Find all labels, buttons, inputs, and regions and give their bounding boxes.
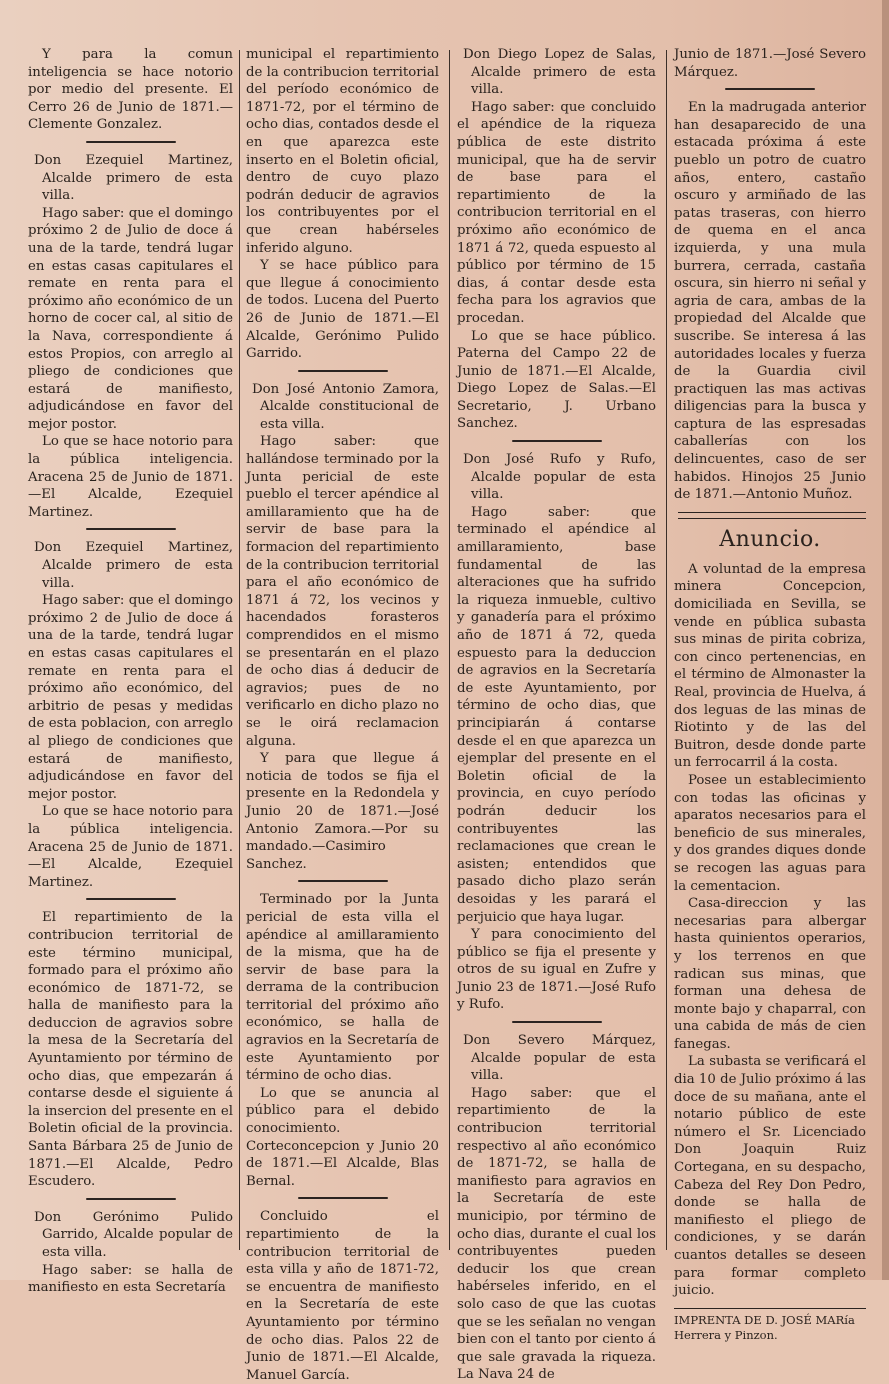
- anuncio-paragraph: Casa-direccion y las necesarias para albergar hasta quinientos operarios, y los terrenos en que radican sus minas, que forman una dehesa de monte bajo y chaparral, con una cabida de más de cien fanegas.: [674, 896, 866, 1052]
- column-4: [674, 46, 866, 1343]
- notice-paragraph: Junio de 1871.—José Severo Márquez.: [674, 47, 866, 80]
- separator-rule: [86, 1198, 176, 1200]
- notice-paragraph: Hago saber: que hallándose terminado por la Junta pericial de este pueblo el tercer apéndice al amillaramiento que ha de servir de base para la formacion del repartimiento de la contribucion territorial para el año económico de 1871 á 72, los vecinos y hacendados forasteros comprendidos en el mismo se presentarán en el plazo de ocho dias á deducir de agravios; pues de no verificarlo en dicho plazo no se le oirá reclamacion alguna.: [246, 434, 439, 749]
- column-3: [457, 46, 656, 1384]
- page-edge: [882, 0, 889, 1280]
- notice-heading: Don Gerónimo Pulido Garrido, Alcalde popular de esta villa.: [34, 1209, 233, 1260]
- separator-rule: [512, 440, 602, 442]
- notice-paragraph: Lo que se anuncia al público para el debido conocimiento. Corteconcepcion y Junio 20 de 1871.—El Alcalde, Blas Bernal.: [246, 1085, 439, 1189]
- printer-imprint-text: IMPRENTA DE D. JOSÉ MARía Herrera y Pinzon.: [674, 1312, 855, 1342]
- notice-paragraph: Hago saber: que concluido el apéndice de la riqueza pública de este distrito municipal, que ha de servir de base para el repartimiento de la contribucion territorial en el próximo año económico de 1871 á 72, queda espuesto al público por término de 15 dias, á contar desde esta fecha para los agravios que procedan.: [457, 99, 656, 326]
- notice-paragraph: Lo que se hace notorio para la pública inteligencia. Aracena 25 de Junio de 1871. —El Alcalde, Ezequiel Martinez.: [28, 804, 233, 890]
- notice-heading: Don Ezequiel Martinez, Alcalde primero de esta villa.: [34, 152, 233, 204]
- separator-rule: [298, 1197, 388, 1199]
- notice-paragraph: En la madrugada anterior han desaparecido de una estacada próxima á este pueblo un potro de cuatro años, entero, castaño oscuro y armiñado de las patas traseras, con hierro de quema en el anca izquierda, y una mula burrera, cerrada, castaña oscura, sin hierro ni señal y agria de cara, ambas de la propiedad del Alcalde que suscribe. Se interesa á las autoridades locales y fuerza de la Guardia civil practiquen las mas activas diligencias para la busca y captura de las espresadas caballerías con los delincuentes, caso de ser habidos. Hinojos 25 Junio de 1871.—Antonio Muñoz.: [674, 100, 866, 503]
- printer-imprint: [674, 1308, 866, 1343]
- notice-paragraph: Hago saber: que terminado el apéndice al amillaramiento, base fundamental de las alteraciones que ha sufrido la riqueza inmueble, cultivo y ganadería para el próximo año de 1871 á 72, queda espuesto para la deduccion de agravios en la Secretaría de este Ayuntamiento, por término de ocho dias, que principiarán á contarse desde el en que aparezca un ejemplar del presente en el Boletin oficial de la provincia, en cuyo período podrán deducir los contribuyentes las reclamaciones que crean le asisten; entendidos que pasado dicho plazo serán desoidas y les parará el perjuicio que haya lugar.: [457, 504, 656, 925]
- notice-paragraph: El repartimiento de la contribucion territorial de este término municipal, formado para el próximo año económico de 1871-72, se halla de manifiesto para la deduccion de agravios sobre la mesa de la Secretaría del Ayuntamiento por término de ocho dias, que empezarán á contarse desde el siguiente á la insercion del presente en el Boletin oficial de la provincia. Santa Bárbara 25 de Junio de 1871.—El Alcalde, Pedro Escudero.: [28, 910, 233, 1190]
- separator-rule: [86, 528, 176, 530]
- notice-heading: Don Diego Lopez de Salas, Alcalde primero de esta villa.: [463, 47, 656, 98]
- separator-rule: [86, 898, 176, 900]
- column-2: [246, 46, 439, 1384]
- notice-heading: Don Severo Márquez, Alcalde popular de esta villa.: [463, 1033, 656, 1084]
- notice-paragraph: Hago saber: que el repartimiento de la contribucion territorial respectivo al año económico de 1871-72, se halla de manifiesto para agravios en la Secretaría de este municipio, por término de ocho dias, durante el cual los contribuyentes pueden deducir los que crean habérseles inferido, en el solo caso de que las cuotas que se les señalan no vengan bien con el tanto por ciento á que sale gravada la riqueza. La Nava 24 de: [457, 1085, 656, 1383]
- notice-paragraph: Y se hace público para que llegue á conocimiento de todos. Lucena del Puerto 26 de Junio de 1871.—El Alcalde, Gerónimo Pulido Garrido.: [246, 258, 439, 362]
- notice-heading: Don José Antonio Zamora, Alcalde constitucional de esta villa.: [252, 381, 439, 432]
- anuncio-paragraph: A voluntad de la empresa minera Concepcion, domiciliada en Sevilla, se vende en pública subasta sus minas de pirita cobriza, con cinco pertenencias, en el término de Almonaster la Real, provincia de Huelva, á dos leguas de las minas de Riotinto y de las del Buitron, desde donde parte un ferrocarril á la costa.: [674, 561, 866, 771]
- notice-heading: Don José Rufo y Rufo, Alcalde popular de esta villa.: [463, 452, 656, 503]
- notice-paragraph: Concluido el repartimiento de la contribucion territorial de esta villa y año de 1871-72, se encuentra de manifiesto en la Secretaría de este Ayuntamiento por término de ocho dias. Palos 22 de Junio de 1871.—El Alcalde, Manuel García.: [246, 1209, 439, 1383]
- column-rule: [239, 50, 240, 1250]
- separator-rule: [725, 88, 815, 90]
- notice-paragraph: Hago saber: que el domingo próximo 2 de Julio de doce á una de la tarde, tendrá lugar en estas casas capitulares el remate en renta para el próximo año económico, del arbitrio de pesas y medidas de esta poblacion, con arreglo al pliego de condiciones que estará de manifiesto, adjudicándose en favor del mejor postor.: [28, 593, 233, 802]
- separator-rule: [512, 1021, 602, 1023]
- notice-paragraph: Hago saber: que el domingo próximo 2 de Julio de doce á una de la tarde, tendrá lugar en estas casas capitulares el remate en renta para el próximo año económico de un horno de cocer cal, al sitio de la Nava, correspondiente á estos Propios, con arreglo al pliego de condiciones que estará de manifiesto, adjudicándose en favor del mejor postor.: [28, 205, 233, 432]
- notice-paragraph: Lo que se hace público. Paterna del Campo 22 de Junio de 1871.—El Alcalde, Diego Lopez de Salas.—El Secretario, J. Urbano Sanchez.: [457, 328, 656, 432]
- anuncio-paragraph: La subasta se verificará el dia 10 de Julio próximo á las doce de su mañana, ante el notario público de este número el Sr. Licenciado Don Joaquin Ruiz Cortegana, en su despacho, Cabeza del Rey Don Pedro, donde se halla de manifiesto el pliego de condiciones, y se darán cuantos detalles se deseen para formar completo juicio.: [674, 1054, 866, 1299]
- notice-paragraph: Y para que llegue á noticia de todos se fija el presente en la Redondela y Junio 20 de 1871.—José Antonio Zamora.—Por su mandado.—Casimiro Sanchez.: [246, 751, 439, 872]
- notice-paragraph: Hago saber: se halla de manifiesto en esta Secretaría: [28, 1262, 233, 1296]
- notice-paragraph: Lo que se hace notorio para la pública inteligencia. Aracena 25 de Junio de 1871. —El Alcalde, Ezequiel Martinez.: [28, 434, 233, 520]
- double-rule: [678, 512, 866, 519]
- notice-paragraph: Y para la comun inteligencia se hace notorio por medio del presente. El Cerro 26 de Junio de 1871.—Clemente Gonzalez.: [28, 47, 233, 133]
- column-rule: [449, 50, 450, 1250]
- separator-rule: [298, 880, 388, 882]
- notice-heading: Don Ezequiel Martinez, Alcalde primero de esta villa.: [34, 540, 233, 591]
- separator-rule: [86, 141, 176, 143]
- separator-rule: [298, 370, 388, 372]
- notice-paragraph: municipal el repartimiento de la contribucion territorial del período económico de 1871-72, por el término de ocho dias, contados desde el en que aparezca este inserto en el Boletin oficial, dentro de cuyo plazo podrán deducir de agravios los contribuyentes por el que crean habérseles inferido alguno.: [246, 47, 440, 256]
- notice-paragraph: Terminado por la Junta pericial de esta villa el apéndice al amillaramiento de la misma, que ha de servir de base para la derrama de la contribucion territorial del próximo año económico, se halla de agravios en la Secretaría de este Ayuntamiento por término de ocho dias.: [246, 892, 439, 1084]
- column-rule: [666, 50, 667, 1250]
- notice-paragraph: Y para conocimiento del público se fija el presente y otros de su igual en Zufre y Junio 23 de 1871.—José Rufo y Rufo.: [457, 927, 656, 1013]
- anuncio-title: Anuncio.: [719, 526, 821, 552]
- anuncio-paragraph: Posee un establecimiento con todas las oficinas y aparatos necesarios para el beneficio de sus minerales, y dos grandes diques donde se recogen las aguas para la cementacion.: [674, 772, 866, 894]
- column-1: [28, 46, 233, 1297]
